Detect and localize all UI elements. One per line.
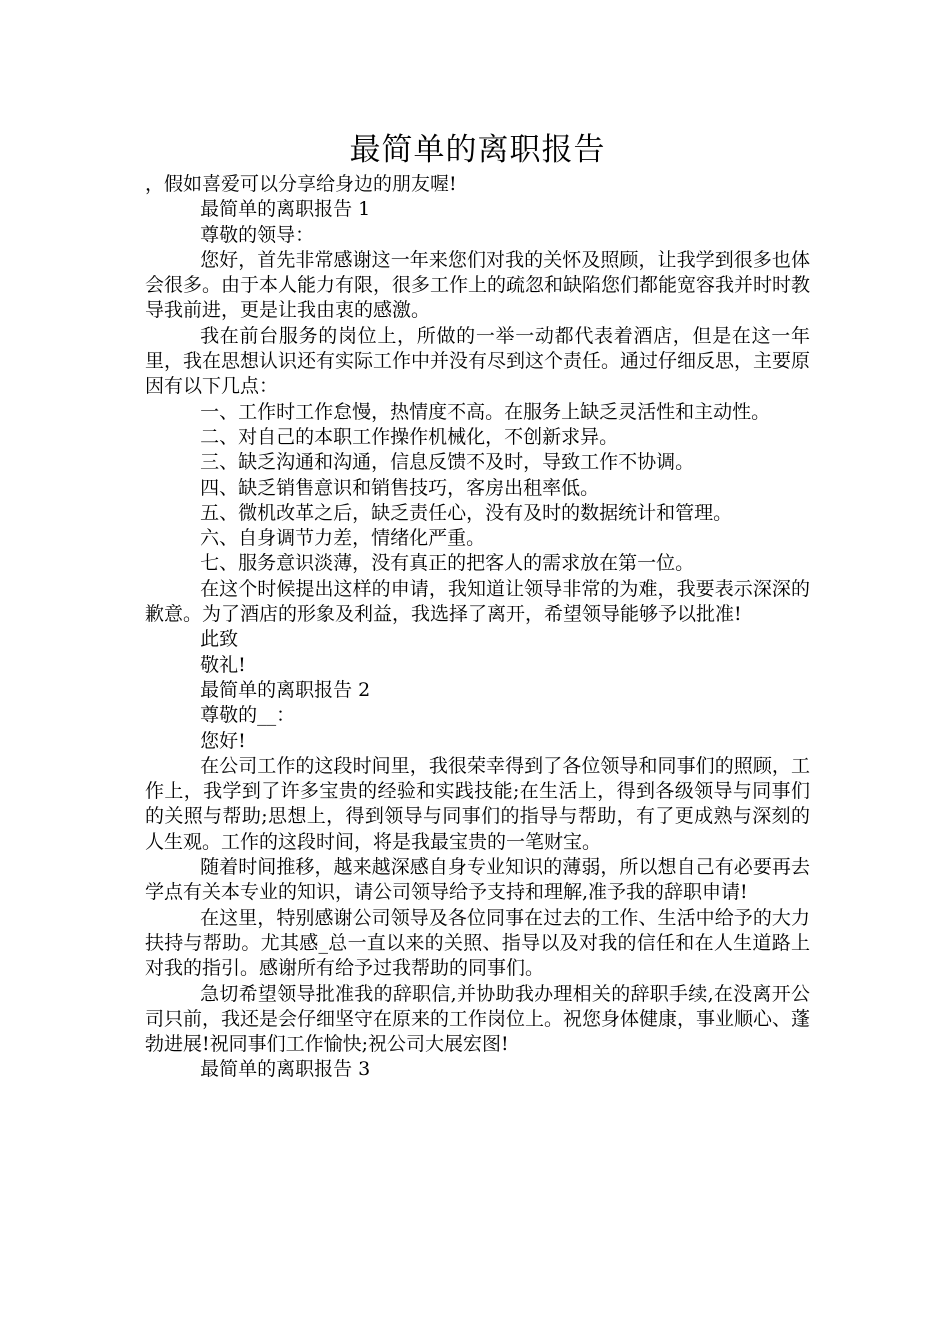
paragraph: 您好，首先非常感谢这一年来您们对我的关怀及照顾，让我学到很多也体会很多。由于本人能力有限，很多工作上的疏忽和缺陷您们都能宽容我并时时教导我前进，更是让我由衷的感激。 (145, 248, 811, 322)
paragraph: 急切希望领导批准我的辞职信,并协助我办理相关的辞职手续,在没离开公司只前，我还是会仔细坚守在原来的工作岗位上。祝您身体健康，事业顺心、蓬勃进展!祝同事们工作愉快;祝公司大展宏图! (145, 982, 811, 1056)
document-title: 最简单的离职报告 (349, 132, 606, 168)
section-heading-3: 最简单的离职报告 3 (200, 1058, 371, 1081)
list-item: 三、缺乏沟通和沟通，信息反馈不及时，导致工作不协调。 (200, 451, 695, 474)
paragraph: 在公司工作的这段时间里，我很荣幸得到了各位领导和同事们的照顾，工作上，我学到了许多宝贵的经验和实践技能;在生活上，得到各级领导与同事们的关照与帮助;思想上，得到领导与同事们的指导与帮助，有了更成熟与深刻的人生观。工作的这段时间，将是我最宝贵的一笔财宝。 (145, 754, 810, 853)
list-item: 四、缺乏销售意识和销售技巧，客房出租率低。 (200, 476, 600, 499)
paragraph: 在这里，特别感谢公司领导及各位同事在过去的工作、生活中给予的大力扶持与帮助。尤其感_总一直以来的关照、指导以及对我的信任和在人生道路上对我的指引。感谢所有给予过我帮助的同事们。 (145, 906, 810, 980)
paragraph: 随着时间推移，越来越深感自身专业知识的薄弱，所以想自己有必要再去学点有关本专业的知识，请公司领导给予支持和理解,准予我的辞职申请! (145, 856, 810, 904)
list-item: 五、微机改革之后，缺乏责任心，没有及时的数据统计和管理。 (200, 501, 733, 524)
section-heading-1: 最简单的离职报告 1 (200, 198, 371, 221)
closing: 此致 (200, 628, 239, 651)
list-item: 七、服务意识淡薄，没有真正的把客人的需求放在第一位。 (200, 552, 695, 575)
paragraph: 我在前台服务的岗位上，所做的一举一动都代表着酒店，但是在这一年里，我在思想认识还有实际工作中并没有尽到这个责任。通过仔细反思，主要原因有以下几点： (145, 324, 811, 398)
list-item: 一、工作时工作怠慢，热情度不高。在服务上缺乏灵活性和主动性。 (200, 400, 771, 423)
section-heading-2: 最简单的离职报告 2 (200, 678, 371, 701)
document-page (145, 128, 810, 1083)
paragraph: 在这个时候提出这样的申请，我知道让领导非常的为难，我要表示深深的歉意。为了酒店的形象及利益，我选择了离开，希望领导能够予以批准! (145, 577, 810, 626)
document-body (145, 172, 810, 1083)
salutation: 尊敬的领导： (200, 223, 315, 246)
salutation: 尊敬的__： (200, 704, 296, 727)
greeting: 您好! (200, 729, 246, 752)
list-item: 六、自身调节力差，情绪化严重。 (200, 527, 486, 550)
paragraph-intro: ，假如喜爱可以分享给身边的朋友喔! (145, 173, 457, 195)
list-item: 二、对自己的本职工作操作机械化，不创新求异。 (200, 425, 619, 448)
closing: 敬礼! (200, 653, 246, 676)
